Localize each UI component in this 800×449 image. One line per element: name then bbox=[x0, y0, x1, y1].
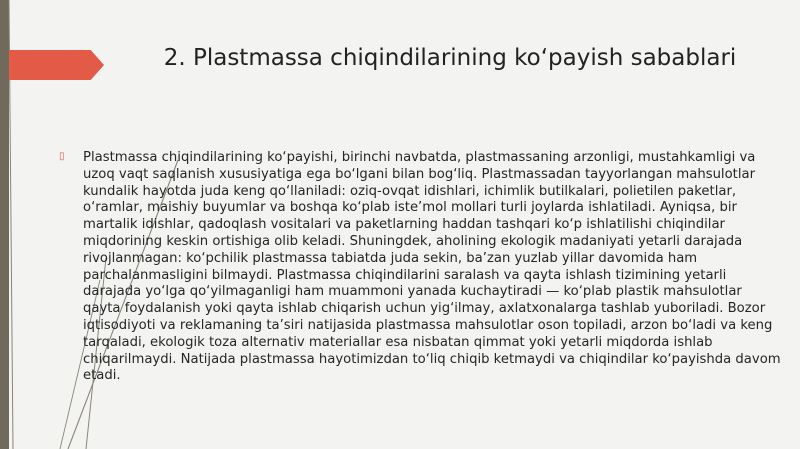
square-bullet-icon: ▯ bbox=[59, 151, 65, 162]
slide-title: 2. Plastmassa chiqindilarining ko‘payish sabablari bbox=[163, 45, 737, 71]
slide-paragraph: Plastmassa chiqindilarining ko‘payishi, birinchi navbatda, plastmassaning arzonligi, mustahkamligi va uzoq vaqt saqlanish xususiyatiga ega bo‘lgani bilan bog‘liq. Plastmassadan tayyorlangan mahsulotlar kundalik hayotda juda keng qo‘llaniladi: oziq-ovqat idishlari, ichimlik butilkalari, polietilen paketlar, o‘ramlar, maishiy buyumlar va boshqa ko‘plab iste’mol mollari turli joylarda ishlatiladi. Ayniqsa, bir martalik idishlar, qadoqlash vositalari va paketlarning haddan tashqari ko‘p ishlatilishi chiqindilar miqdorining keskin ortishiga olib keladi. Shuningdek, aholining ekologik madaniyati yetarli darajada rivojlanmagan: ko‘pchilik plastmassa tabiatda juda sekin, ba’zan yuzlab yillar davomida ham parchalanmasligini bilmaydi. Plastmassa chiqindilarini saralash va qayta ishlash tizimining yetarli darajada yo‘lga qo‘yilmaganligi ham muammoni yanada kuchaytiradi — ko‘plab plastik mahsulotlar qayta foydalanish yoki qayta ishlab chiqarish uchun yig‘ilmay, axlatxonalarga tashlab yuboriladi. Bozor iqtisodiyoti va reklamaning ta’siri natijasida plastmassa mahsulotlar oson topiladi, arzon bo‘ladi va keng tarqaladi, ekologik toza alternativ materiallar esa nisbatan qimmat yoki yetarli miqdorda ishlab chiqarilmaydi. Natijada plastmassa hayotimizdan to‘liq chiqib ketmaydi va chiqindilar ko‘payishda davom etadi. bbox=[83, 150, 781, 384]
title-arrow-tab bbox=[9, 50, 104, 80]
